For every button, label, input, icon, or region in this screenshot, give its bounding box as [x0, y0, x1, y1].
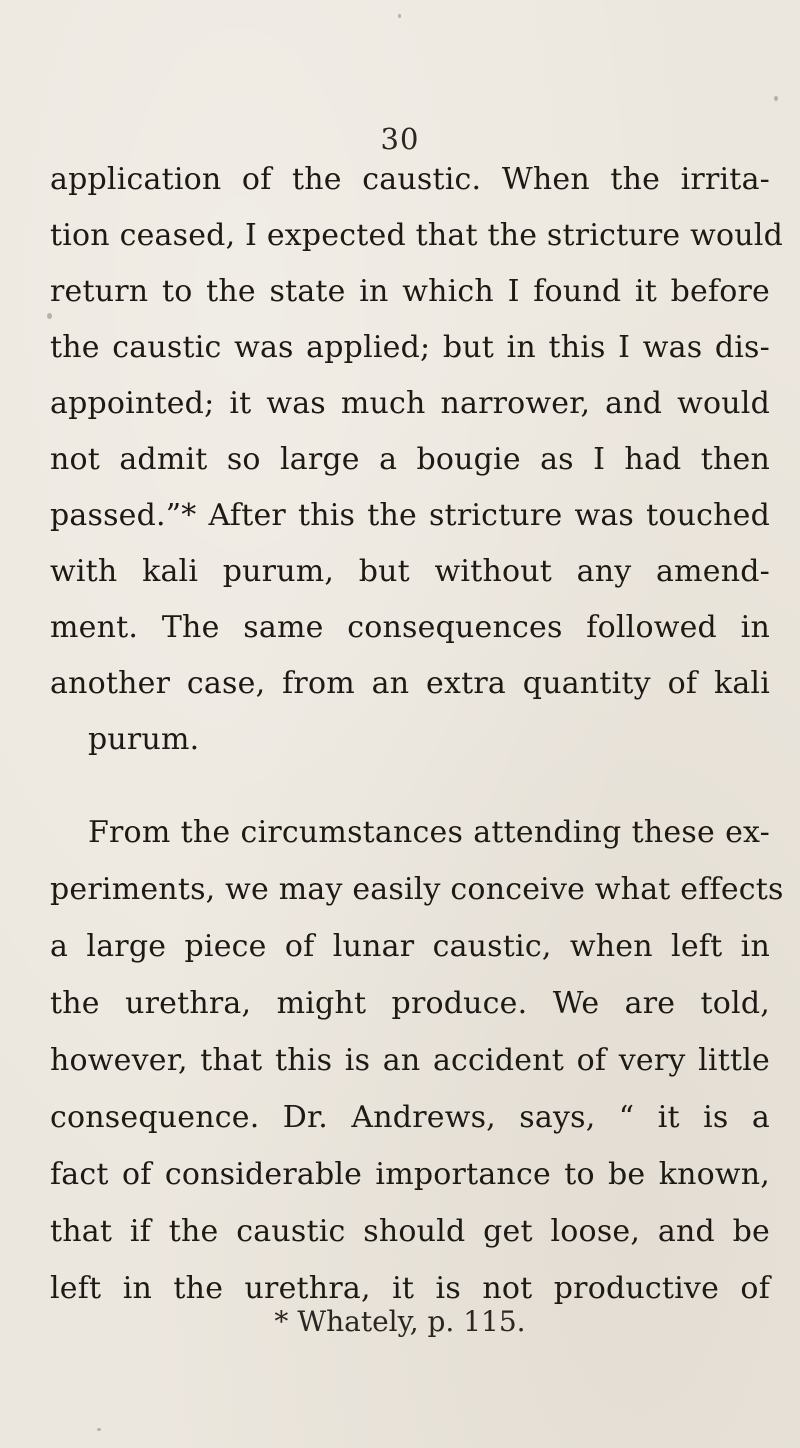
text-line: the caustic was applied; but in this I was dis- — [50, 330, 770, 365]
paper-speck — [97, 1428, 101, 1431]
text-line: not admit so large a bougie as I had then — [50, 442, 770, 477]
text-line: however, that this is an accident of very little — [50, 1043, 770, 1078]
text-line: left in the urethra, it is not productive of — [50, 1271, 770, 1306]
text-line: with kali purum, but without any amend- — [50, 554, 770, 589]
text-line: passed.”* After this the stricture was touched — [50, 498, 770, 533]
paper-speck — [398, 14, 401, 18]
text-line: ment. The same consequences followed in — [50, 610, 770, 645]
text-line: appointed; it was much narrower, and would — [50, 386, 770, 421]
text-line: a large piece of lunar caustic, when left in — [50, 929, 770, 964]
paper-speck — [774, 96, 778, 101]
text-line: that if the caustic should get loose, and be — [50, 1214, 770, 1249]
paper-speck — [47, 313, 52, 319]
text-line: fact of considerable importance to be known, — [50, 1157, 770, 1192]
text-line: the urethra, might produce. We are told, — [50, 986, 770, 1021]
text-line: purum. — [88, 722, 200, 757]
text-line: From the circumstances attending these ex- — [88, 815, 770, 850]
text-line: return to the state in which I found it before — [50, 274, 770, 309]
page-number: 30 — [380, 122, 420, 156]
text-line: consequence. Dr. Andrews, says, “ it is a — [50, 1100, 770, 1135]
text-line: application of the caustic. When the irrita- — [50, 162, 770, 197]
paragraph-1 — [50, 152, 783, 768]
text-line: periments, we may easily conceive what effects — [50, 872, 784, 907]
footnote: * Whately, p. 115. — [274, 1305, 526, 1338]
text-line: tion ceased, I expected that the stricture would — [50, 218, 783, 253]
paragraph-2 — [50, 804, 784, 1317]
text-line: another case, from an extra quantity of kali — [50, 666, 770, 701]
